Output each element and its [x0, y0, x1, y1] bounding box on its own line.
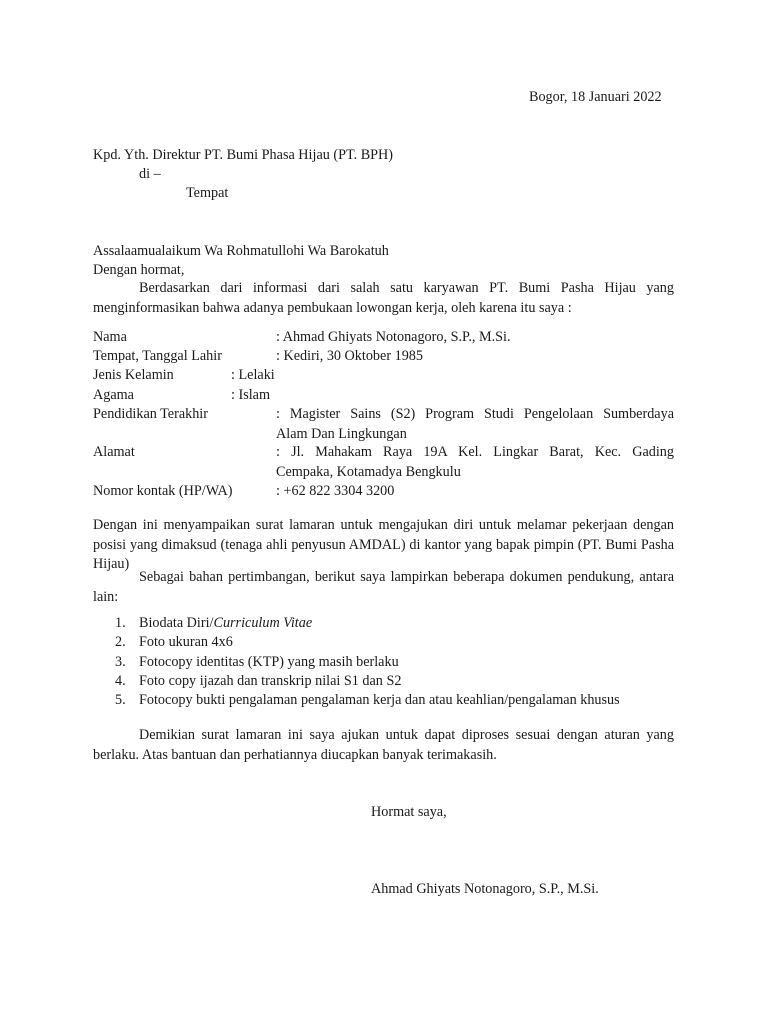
identity-label-nama: Nama — [93, 329, 127, 345]
identity-value-education — [276, 405, 674, 444]
identity-value-nama: : Ahmad Ghiyats Notonagoro, S.P., M.Si. — [276, 329, 511, 345]
list-text: Biodata Diri/ — [139, 615, 214, 631]
address-line1: : Jl. Mahakam Raya 19A Kel. Lingkar Barat, Kec. Gading — [276, 444, 674, 460]
recipient-line3: Tempat — [186, 185, 229, 201]
identity-value-contact: : +62 822 3304 3200 — [276, 483, 395, 499]
identity-label-education: Pendidikan Terakhir — [93, 406, 208, 422]
place-date: Bogor, 18 Januari 2022 — [529, 89, 662, 105]
list-text-italic: Curriculum Vitae — [213, 615, 313, 631]
recipient-line1: Kpd. Yth. Direktur PT. Bumi Phasa Hijau (PT. BPH) — [93, 147, 394, 163]
attachments-intro: Sebagai bahan pertimbangan, berikut saya lampirkan beberapa dokumen pendukung, antara lain: — [93, 569, 674, 605]
list-number: 1. — [115, 615, 126, 631]
list-number: 4. — [115, 673, 126, 689]
list-text: Fotocopy identitas (KTP) yang masih berlaku — [139, 654, 399, 670]
list-item — [115, 653, 399, 673]
sign-off: Hormat saya, — [371, 804, 447, 820]
recipient-line2: di – — [139, 166, 161, 182]
address-line2: Cempaka, Kotamadya Bengkulu — [276, 463, 461, 480]
identity-label-address: Alamat — [93, 444, 135, 460]
list-text: Foto copy ijazah dan transkrip nilai S1 dan S2 — [139, 673, 402, 689]
list-item — [115, 633, 233, 653]
list-number: 2. — [115, 634, 126, 650]
education-line2: Alam Dan Lingkungan — [276, 425, 407, 442]
greeting: Assalaamualaikum Wa Rohmatullohi Wa Barokatuh — [93, 243, 389, 259]
closing-paragraph: Demikian surat lamaran ini saya ajukan untuk dapat diproses sesuai dengan aturan yang berlaku. Atas bantuan dan perhatiannya diucapkan banyak terimakasih. — [93, 727, 674, 763]
identity-label-religion: Agama — [93, 387, 134, 403]
body-paragraph: Dengan ini menyampaikan surat lamaran untuk mengajukan diri untuk melamar pekerjaan dengan posisi yang dimaksud (tenaga ahli penyusun AMDAL) di kantor yang bapak pimpin (PT. Bumi Pasha Hijau) — [93, 517, 674, 572]
salutation: Dengan hormat, — [93, 262, 185, 278]
identity-label-ttl: Tempat, Tanggal Lahir — [93, 348, 222, 364]
list-item — [115, 691, 620, 711]
list-number: 5. — [115, 692, 126, 708]
list-item — [115, 614, 312, 634]
identity-value-ttl: : Kediri, 30 Oktober 1985 — [276, 348, 423, 364]
identity-label-gender: Jenis Kelamin — [93, 367, 174, 383]
list-item — [115, 672, 401, 692]
education-line1: : Magister Sains (S2) Program Studi Pengelolaan Sumberdaya — [276, 406, 674, 422]
list-number: 3. — [115, 654, 126, 670]
list-text: Foto ukuran 4x6 — [139, 634, 233, 650]
intro-paragraph: Berdasarkan dari informasi dari salah satu karyawan PT. Bumi Pasha Hijau yang menginformasikan bahwa adanya pembukaan lowongan kerja, oleh karena itu saya : — [93, 280, 674, 316]
identity-value-gender: : Lelaki — [231, 367, 275, 383]
list-text: Fotocopy bukti pengalaman pengalaman kerja dan atau keahlian/pengalaman khusus — [139, 692, 620, 708]
identity-value-religion: : Islam — [231, 387, 271, 403]
identity-value-address — [276, 443, 674, 482]
signatory-name: Ahmad Ghiyats Notonagoro, S.P., M.Si. — [371, 881, 599, 897]
identity-label-contact: Nomor kontak (HP/WA) — [93, 483, 233, 499]
